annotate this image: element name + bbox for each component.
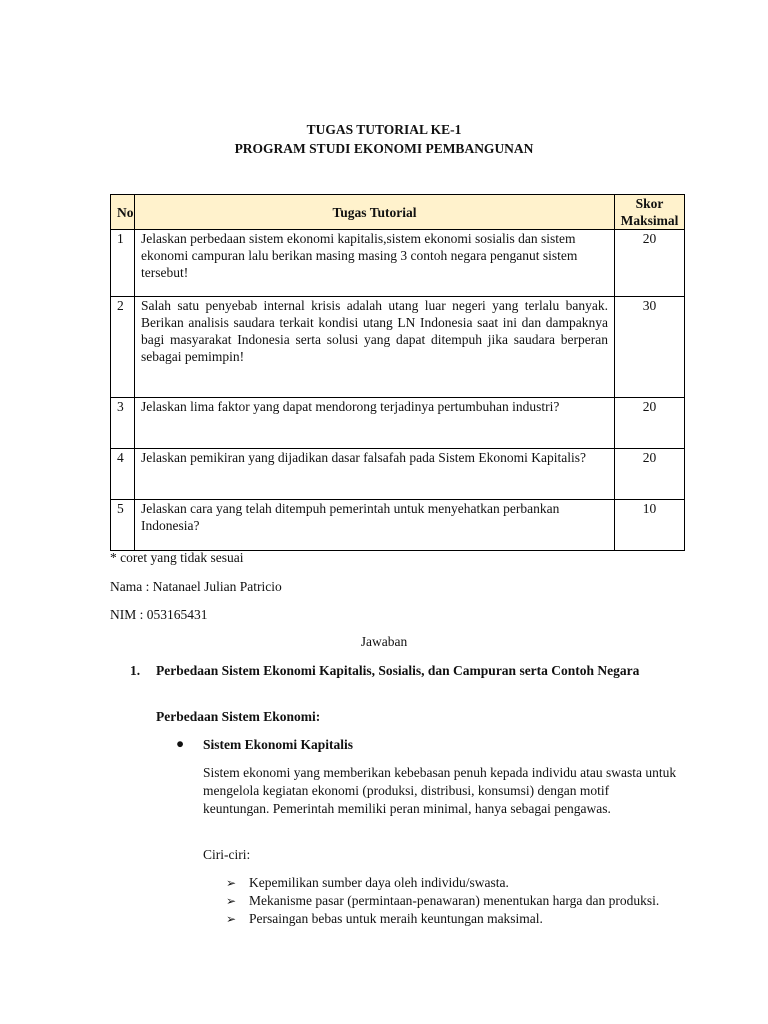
table-row: [111, 449, 685, 500]
subheading: Perbedaan Sistem Ekonomi:: [156, 709, 321, 724]
feature-text: Persaingan bebas untuk meraih keuntungan maksimal.: [249, 911, 543, 926]
row-score: 20: [615, 230, 685, 297]
table-row: [111, 297, 685, 398]
bullet-title: Sistem Ekonomi Kapitalis: [203, 737, 354, 752]
row-number: 3: [111, 398, 135, 449]
row-score: 30: [615, 297, 685, 398]
table-row: [111, 500, 685, 551]
table-row: [111, 398, 685, 449]
student-name: Nama : Natanael Julian Patricio: [110, 579, 282, 594]
arrow-bullet-icon: ➢: [226, 876, 237, 890]
row-score: 10: [615, 500, 685, 551]
features-label: Ciri-ciri:: [203, 847, 251, 862]
table-header-row: [111, 195, 685, 230]
feature-text: Mekanisme pasar (permintaan-penawaran) menentukan harga dan produksi.: [249, 893, 660, 908]
answer-title: Jawaban: [360, 634, 408, 649]
row-number: 2: [111, 297, 135, 398]
list-item: [226, 874, 671, 892]
assignment-title: TUGAS TUTORIAL KE-1: [306, 122, 462, 137]
strike-note: * coret yang tidak sesuai: [110, 550, 244, 565]
list-item: [226, 910, 671, 928]
row-task: Jelaskan perbedaan sistem ekonomi kapitalis,sistem ekonomi sosialis dan sistem ekonomi campuran lalu berikan masing masing 3 contoh negara penganut sistem tersebut!: [135, 230, 615, 297]
row-score: 20: [615, 398, 685, 449]
list-item: [226, 892, 671, 910]
row-task: Jelaskan lima faktor yang dapat mendorong terjadinya pertumbuhan industri?: [135, 398, 615, 449]
program-title: PROGRAM STUDI EKONOMI PEMBANGUNAN: [234, 141, 534, 156]
header-score: Skor Maksimal: [615, 195, 685, 230]
row-task: Jelaskan cara yang telah ditempuh pemerintah untuk menyehatkan perbankan Indonesia?: [135, 500, 615, 551]
features-list: [226, 874, 671, 928]
row-number: 1: [111, 230, 135, 297]
student-nim: NIM : 053165431: [110, 607, 208, 622]
row-score: 20: [615, 449, 685, 500]
arrow-bullet-icon: ➢: [226, 894, 237, 908]
header-task: Tugas Tutorial: [135, 195, 615, 230]
header-no: No: [111, 195, 135, 230]
feature-text: Kepemilikan sumber daya oleh individu/swasta.: [249, 875, 509, 890]
tutorial-table: [110, 194, 685, 551]
table-row: [111, 230, 685, 297]
row-number: 5: [111, 500, 135, 551]
bullet-dot-icon: ●: [176, 736, 185, 751]
question-number: 1.: [130, 663, 141, 678]
row-task: Jelaskan pemikiran yang dijadikan dasar falsafah pada Sistem Ekonomi Kapitalis?: [135, 449, 615, 500]
question-heading: [130, 661, 670, 680]
question-heading-text: Perbedaan Sistem Ekonomi Kapitalis, Sosialis, dan Campuran serta Contoh Negara: [156, 663, 640, 678]
row-task: Salah satu penyebab internal krisis adalah utang luar negeri yang terlalu banyak. Berikan analisis saudara terkait kondisi utang LN Indonesia saat ini dan dampaknya bagi masyarakat Indonesia serta solusi yang dapat ditempuh jika saudara berperan sebagai pemimpin!: [135, 297, 615, 398]
arrow-bullet-icon: ➢: [226, 912, 237, 926]
description-paragraph: Sistem ekonomi yang memberikan kebebasan penuh kepada individu atau swasta untuk mengelola kegiatan ekonomi (produksi, distribusi, konsumsi) dengan motif keuntungan. Pemerintah memiliki peran minimal, hanya sebagai pengawas.: [203, 765, 677, 816]
row-number: 4: [111, 449, 135, 500]
